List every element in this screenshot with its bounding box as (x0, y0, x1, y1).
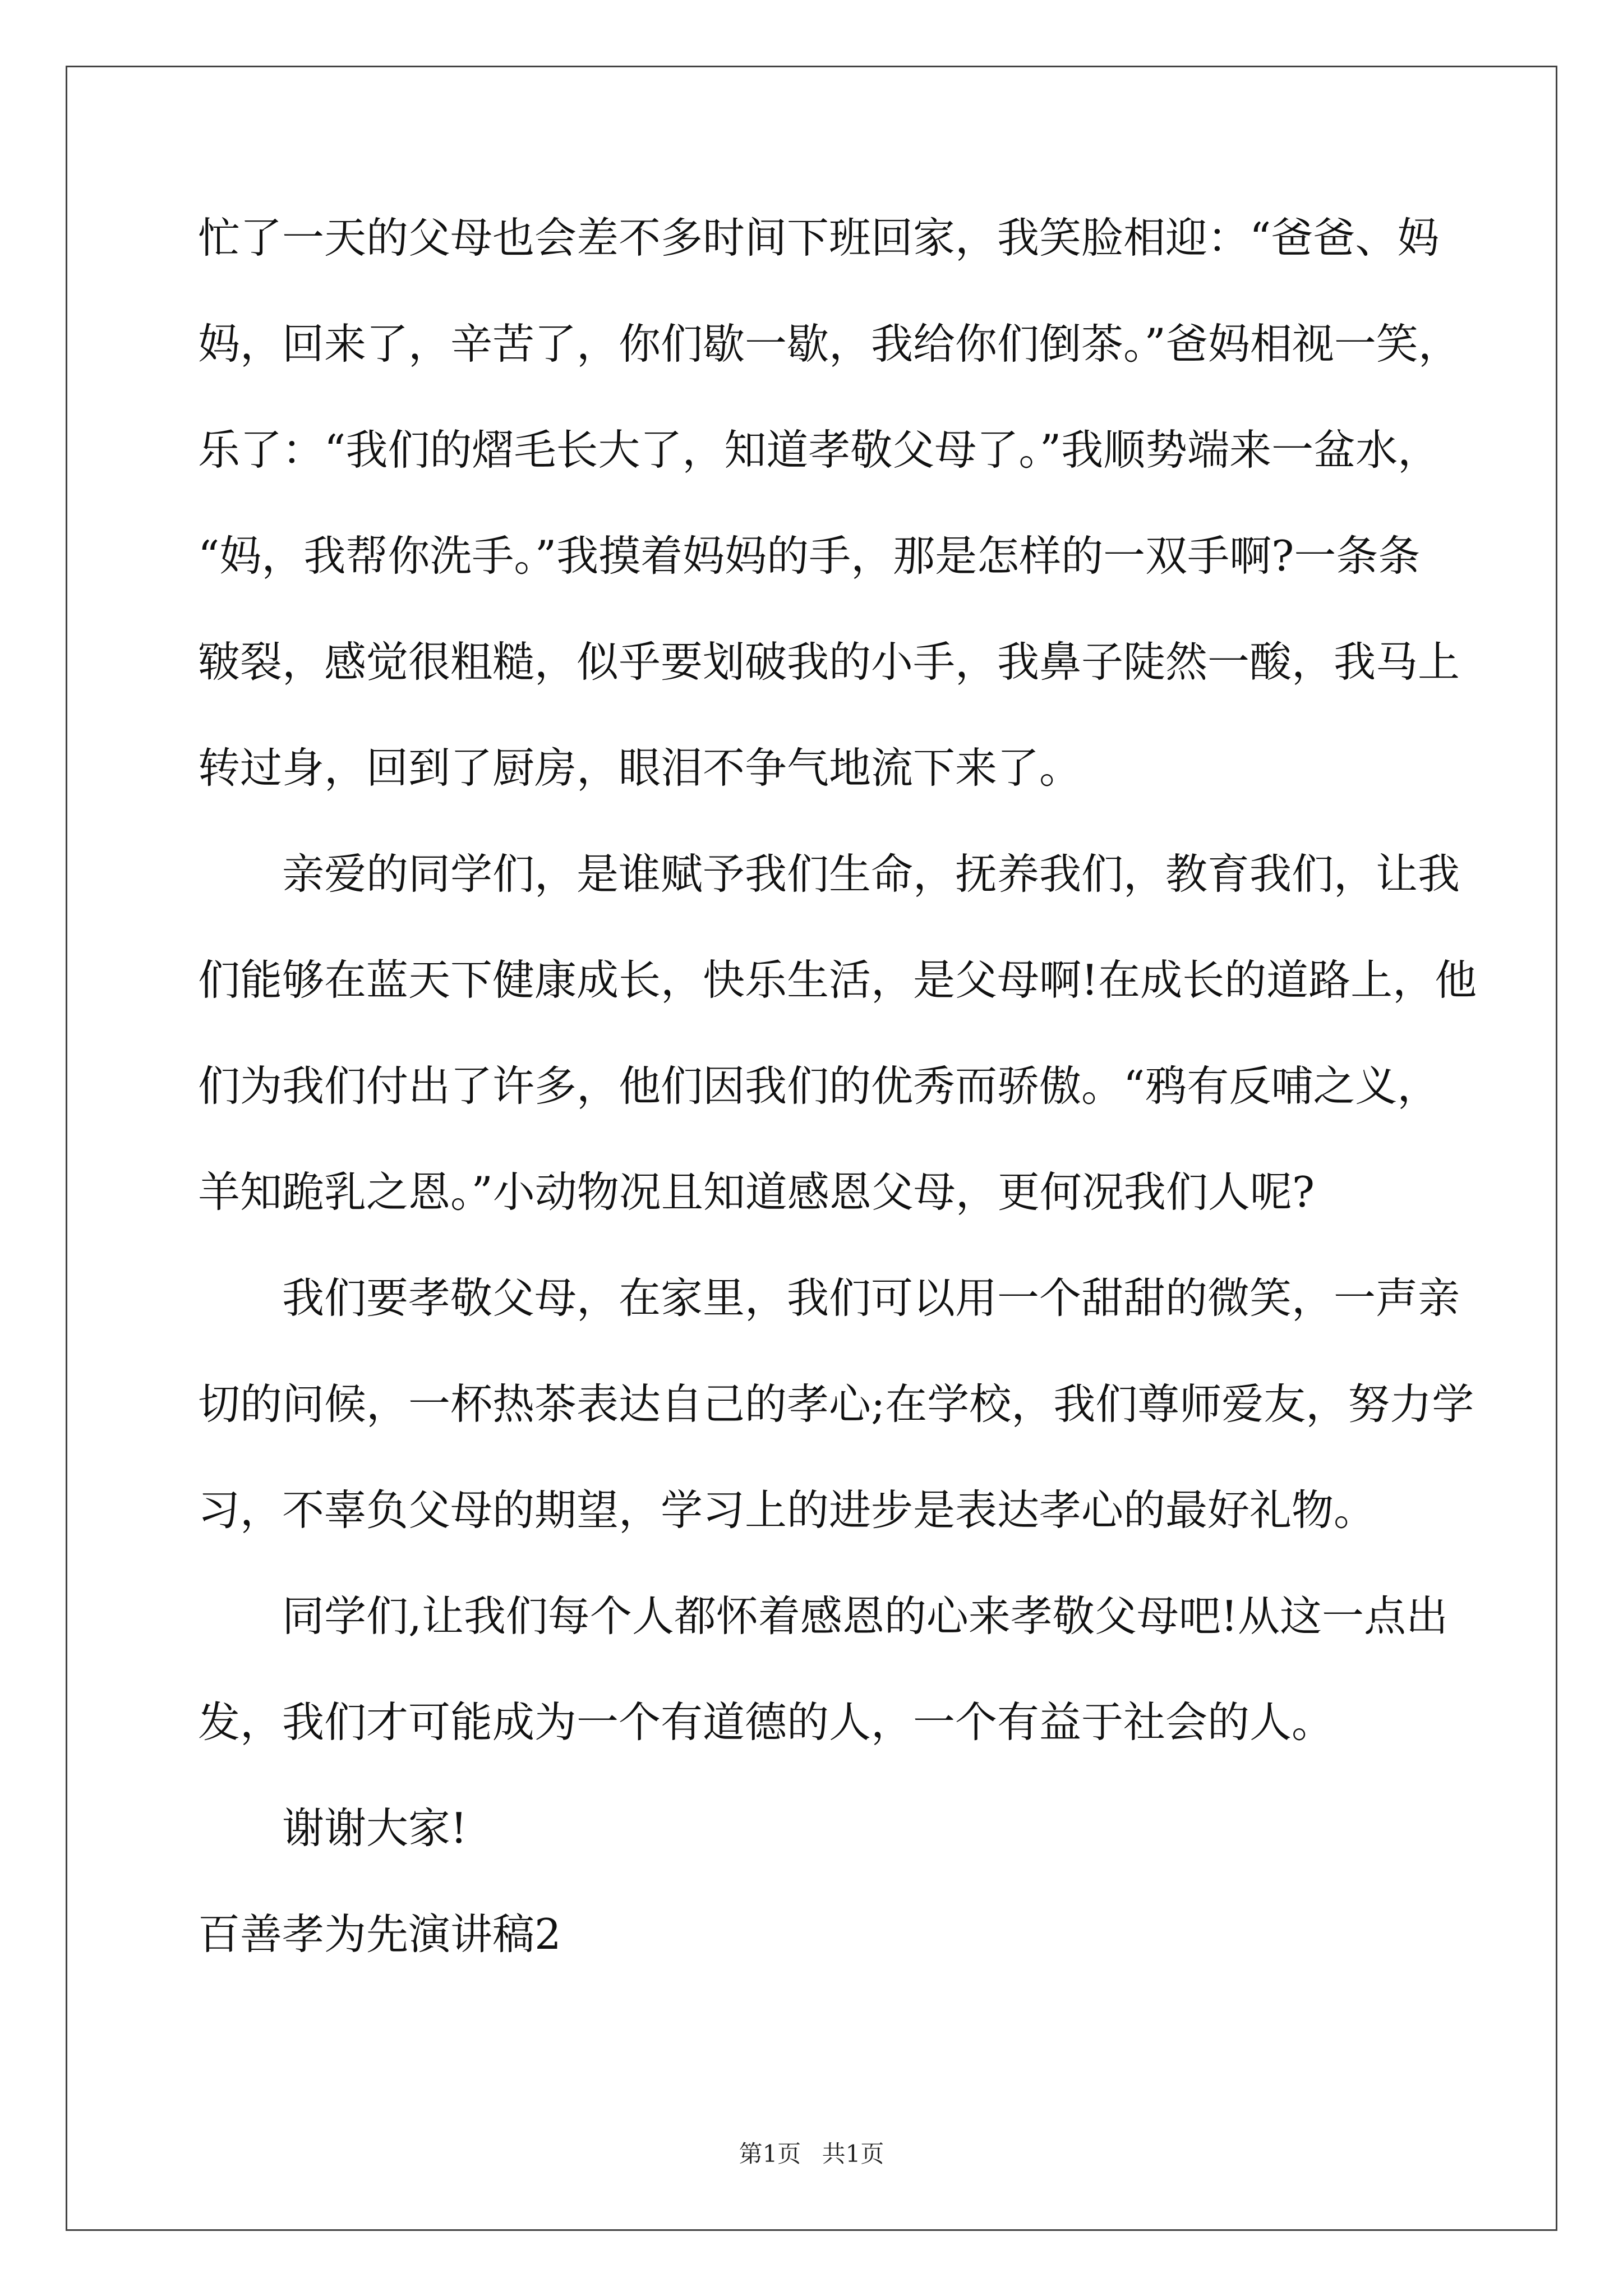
text-line: 妈，回来了，辛苦了，你们歇一歇，我给你们倒茶。”爸妈相视一笑， (198, 319, 1460, 369)
text-line: 谢谢大家! (282, 1803, 468, 1853)
text-line: 发，我们才可能成为一个有道德的人，一个有益于社会的人。 (198, 1697, 1334, 1747)
section-heading: 百善孝为先演讲稿2 (198, 1910, 561, 1959)
text-line: 忙了一天的父母也会差不多时间下班回家，我笑脸相迎：“爸爸、妈 (198, 213, 1440, 263)
text-line: 习，不辜负父母的期望，学习上的进步是表达孝心的最好礼物。 (198, 1485, 1376, 1535)
text-line: 切的问候，一杯热茶表达自己的孝心;在学校，我们尊师爱友，努力学 (198, 1379, 1474, 1429)
text-line: 乐了：“我们的熠毛长大了，知道孝敬父母了。”我顺势端来一盆水， (198, 425, 1440, 475)
text-line: 转过身，回到了厨房，眼泪不争气地流下来了。 (198, 743, 1082, 793)
text-line: 皲裂，感觉很粗糙，似乎要划破我的小手，我鼻子陡然一酸，我马上 (198, 637, 1460, 687)
document-body (198, 210, 1477, 2013)
text-line: 们能够在蓝天下健康成长，快乐生活，是父母啊!在成长的道路上，他 (198, 955, 1477, 1005)
page-footer (0, 2137, 1623, 2171)
page-number: 第1页 (739, 2140, 801, 2168)
text-line: “妈，我帮你洗手。”我摸着妈妈的手，那是怎样的一双手啊?一条条 (198, 531, 1421, 581)
page-total: 共1页 (822, 2140, 884, 2168)
text-line: 羊知跪乳之恩。”小动物况且知道感恩父母，更何况我们人呢? (198, 1167, 1315, 1217)
text-line: 亲爱的同学们，是谁赋予我们生命，抚养我们，教育我们，让我 (282, 849, 1460, 899)
text-line: 我们要孝敬父母，在家里，我们可以用一个甜甜的微笑，一声亲 (282, 1273, 1460, 1323)
text-line: 同学们,让我们每个人都怀着感恩的心来孝敬父母吧!从这一点出 (282, 1591, 1448, 1641)
text-line: 们为我们付出了许多，他们因我们的优秀而骄傲。“鸦有反哺之义， (198, 1061, 1440, 1111)
